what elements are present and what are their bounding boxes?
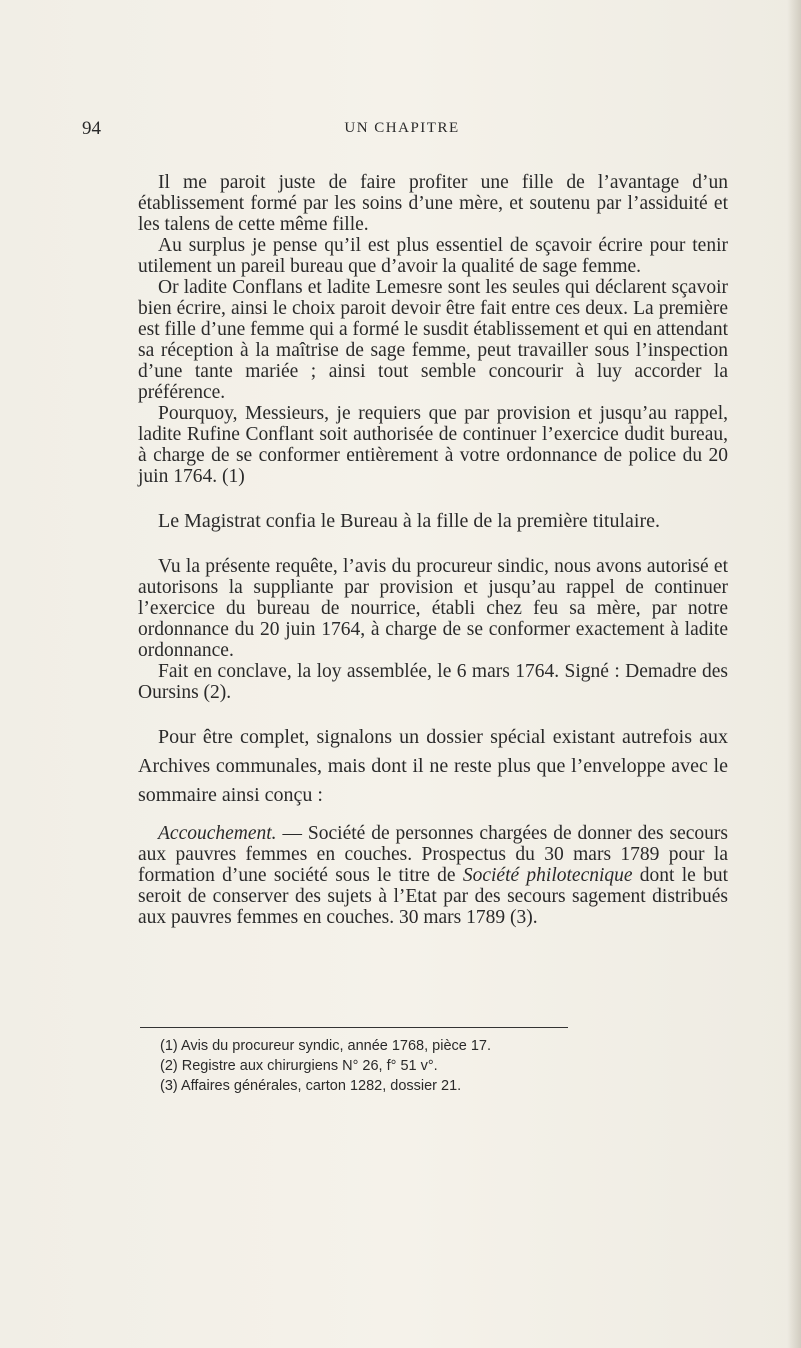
paragraph: Il me paroit juste de faire profiter une fille de l’avantage d’un établissement formé par les soins d’une mère, et soutenu par l’assiduité et les talens de cette même fille. (138, 172, 728, 235)
body-text (138, 172, 728, 928)
paragraph: Or ladite Conflans et ladite Lemesre sont les seules qui déclarent sçavoir bien écrire, ainsi le choix paroit devoir être fait entre ces deux. La première est fille d’une femme qui a formé le susdit établissement et qui en attendant sa réception à la maîtrise de sage femme, peut travailler sous l’inspection d’une tante mariée ; ainsi tout semble concourir à luy accorder la préférence. (138, 277, 728, 403)
footnotes (160, 1036, 720, 1096)
page-number: 94 (82, 118, 101, 139)
running-title: UN CHAPITRE (344, 120, 460, 136)
paragraph: Fait en conclave, la loy assemblée, le 6 mars 1764. Signé : Demadre des Oursins (2). (138, 661, 728, 703)
footnote: (1) Avis du procureur syndic, année 1768, pièce 17. (160, 1038, 492, 1054)
text-part: — Société de personnes chargées de donner des secours aux pauvres femmes en couches. Prospectus du 30 mars 1789 pour la formation d’une société sous le titre de (138, 823, 728, 886)
text-part: dont le but seroit de conserver des sujets à l’Etat par des secours sagement distribués aux pauvres femmes en couches. 30 mars 1789 (3). (138, 865, 728, 928)
italic-title: Société philotecnique (462, 865, 633, 886)
footnote-rule (140, 1027, 568, 1028)
paragraph: Pour être complet, signalons un dossier spécial existant autrefois aux Archives communales, mais dont il ne reste plus que l’enveloppe avec le sommaire ainsi conçu : (138, 726, 728, 806)
italic-lead: Accouchement. (158, 823, 277, 844)
paragraph-accouchement (138, 823, 728, 928)
page-edge-shadow (787, 0, 801, 1348)
page-header (82, 118, 722, 142)
paragraph: Pourquoy, Messieurs, je requiers que par provision et jusqu’au rappel, ladite Rufine Conflant soit authorisée de continuer l’exercice dudit bureau, à charge de se conformer entièrement à votre ordonnance de police du 20 juin 1764. (1) (138, 403, 728, 487)
paragraph: Vu la présente requête, l’avis du procureur sindic, nous avons autorisé et autorisons la suppliante par provision et jusqu’au rappel de continuer l’exercice du bureau de nourrice, établi chez feu sa mère, par notre ordonnance du 20 juin 1764, à charge de se conformer exactement à ladite ordonnance. (138, 556, 728, 661)
paragraph: Au surplus je pense qu’il est plus essentiel de sçavoir écrire pour tenir utilement un pareil bureau que d’avoir la qualité de sage femme. (138, 235, 728, 277)
footnote: (3) Affaires générales, carton 1282, dossier 21. (160, 1078, 462, 1094)
footnote: (2) Registre aux chirurgiens N° 26, f° 51 v°. (160, 1058, 438, 1074)
paragraph: Le Magistrat confia le Bureau à la fille de la première titulaire. (158, 510, 660, 532)
